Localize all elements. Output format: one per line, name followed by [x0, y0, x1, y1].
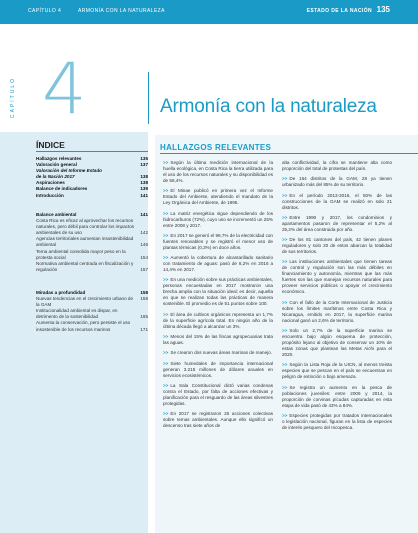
arrow-icon: >> — [163, 188, 169, 194]
page-number: 135 — [376, 5, 390, 14]
index-heading: ÍNDICE — [36, 140, 65, 150]
highlight-item: >> Solo un 2,7% de la superficie marina se encuentra bajo algún esquema de protección, propósito lejano al objetivo de conservar un 10% de estas zonas que plantean las Metas Aichi para el 2020. — [282, 328, 392, 358]
arrow-icon: >> — [282, 192, 288, 198]
highlight-item: >> Las instituciones ambientales que tienen tareas de control y regulación son las más débiles en financiamiento y autonomía, mientras que las más fuertes son las que manejan recursos naturales para proveer servicios públicos o apoyar el crecimiento económico. — [282, 259, 392, 295]
toc-entry[interactable]: Tema ambiental consolida mayor peso en la protesta social 154 — [36, 248, 148, 260]
page-header — [0, 0, 418, 24]
highlight-item: >> Se crearon dos nuevas áreas marinas de manejo. — [163, 350, 273, 356]
highlight-item: >> En una medición sobre sus prácticas ambientales, personas encuestadas en 2017 mostraron una brecha amplia con la situación ideal; es decir, aquella en que se realizan todas las prácticas de manera sostenible. El promedio es de 51 puntos sobre 100. — [163, 277, 273, 307]
highlight-item: >> En 2017 se registraron 26 acciones colectivas sobre temas ambientales. Aunque ello significó un descenso tras siete años de — [163, 411, 273, 429]
highlight-item: >> Según la Lista Roja de la UICN, al menos treinta especies que se pescan en el país se encuentran en peligro de extinción o bajo amenaza. — [282, 362, 392, 380]
chapter-label: CAPÍTULO 4 — [28, 8, 62, 14]
toc-group-1 — [36, 156, 148, 199]
toc-entry[interactable]: Nuevas tendencias en el crecimiento urbano de la GAM 158 — [36, 296, 148, 308]
toc-entry[interactable]: Normativa ambiental centrada en fiscalización y regulación 157 — [36, 260, 148, 272]
highlight-item: alta conflictividad, la cifra se mantiene alta como proporción del total de protestas del país. — [282, 160, 392, 171]
highlight-item: >> En 2017 se generó el 99,7% de la electricidad con fuentes renovables y se registró el menor uso de plantas térmicas (0,3%) en doce años. — [163, 232, 273, 250]
toc-group-2 — [36, 212, 148, 273]
highlight-item: >> Especies protegidas por tratados internacionales o legislación nacional, figuran en la lista de especies de interés pesquero del Incopesca. — [282, 412, 392, 430]
arrow-icon: >> — [163, 334, 169, 340]
toc-entry[interactable]: Aumenta la conservación, pero persiste el uso insostenible de los recursos marinos 171 — [36, 320, 148, 332]
arrow-icon: >> — [163, 255, 169, 261]
highlight-item: >> La Sala Constitucional dictó varias condenas contra el Estado, por falta de acciones efectivas y planificación para el resguardo de las áreas silvestres protegidas. — [163, 382, 273, 406]
arrow-icon: >> — [282, 328, 288, 334]
highlights-divider — [160, 153, 418, 154]
highlight-item: >> La matriz energética sigue dependiendo de los hidrocarburos (72%), cuyo uso se incrementó un 25% entre 2008 y 2017. — [163, 210, 273, 228]
arrow-icon: >> — [282, 412, 288, 418]
highlight-item: >> Siete humedales de importancia internacional generan 3.215 millones de dólares anuales en servicios ecosistémicos. — [163, 360, 273, 378]
arrow-icon: >> — [282, 214, 288, 220]
toc-entry[interactable]: Valoración general 137 — [36, 162, 148, 168]
toc-entry[interactable]: Balance ambiental 141 — [36, 212, 148, 217]
toc-entry[interactable]: Aspiraciones 138 — [36, 180, 148, 186]
index-divider — [36, 151, 148, 152]
highlight-item: >> El área de cultivos orgánicos representa un 1,7% de la superficie agrícola total. En ningún año de la última década llegó a alcanzar un 3%. — [163, 311, 273, 329]
highlight-item: >> El Minae publicó en primera vez el Informe Estado del Ambiente, atendiendo el mandato de la Ley Orgánica del Ambiente, de 1995. — [163, 188, 273, 206]
toc-entry[interactable]: Institucionalidad ambiental es dispar, en detrimento de la sostenibilidad 165 — [36, 308, 148, 320]
highlight-item: >> De 164 distritos de la GAM, 28 ya tienen urbanizado más del 85% de su territorio. — [282, 176, 392, 188]
highlight-item: >> Según la última medición internacional de la huella ecológica, en Costa Rica la tierra utilizada para el uso de los recursos naturales y su disponibilidad es de 58,4%. — [163, 160, 273, 183]
toc-entry[interactable]: Agencias territoriales aumentan insostenibilidad ambiental 146 — [36, 236, 148, 248]
report-label: ESTADO DE LA NACIÓN — [306, 8, 372, 14]
highlight-item: >> Entre 1990 y 2017, los condominios y apartamentos pasaron de representar el 5,2% al 25,2% del área construida por año. — [282, 214, 392, 232]
highlight-item: >> De los 81 cantones del país, 42 tienen planes reguladores y solo 20 de estos abarcan la totalidad de sus territorios. — [282, 237, 392, 255]
chapter-number: 4 — [42, 48, 87, 130]
highlights-column-1 — [163, 160, 273, 434]
toc-entry[interactable]: Valoración del Informe Estado — [36, 168, 102, 174]
arrow-icon: >> — [163, 210, 169, 216]
arrow-icon: >> — [282, 299, 288, 305]
arrow-icon: >> — [163, 160, 169, 165]
toc-entry[interactable]: Balance de indicadores 139 — [36, 186, 148, 192]
arrow-icon: >> — [163, 311, 169, 317]
arrow-icon: >> — [282, 384, 288, 390]
chapter-word: CAPÍTULO — [10, 76, 16, 118]
arrow-icon: >> — [282, 237, 288, 243]
arrow-icon: >> — [282, 259, 288, 265]
toc-entry[interactable]: Hallazgos relevantes 135 — [36, 156, 148, 161]
toc-entry[interactable]: Costa Rica es eficaz al aprovechar los recursos naturales, pero débil para controlar los impactos ambientales de su uso 142 — [36, 218, 148, 236]
highlight-item: >> Se registra un aumento en la pesca de poblaciones juveniles: entre 2006 y 2014, la proporción de corvinas pícudas capturadas en esta etapa de vida pasó de 43% a 84%. — [282, 384, 392, 408]
arrow-icon: >> — [282, 362, 288, 368]
toc-entry[interactable]: de la Nación 2017 138 — [36, 174, 148, 180]
highlight-item: >> En el período 2013-2016, el 50% de las construcciones de la GAM se realizó en solo 21 distritos. — [282, 192, 392, 210]
highlights-heading: HALLAZGOS RELEVANTES — [160, 143, 272, 152]
arrow-icon: >> — [163, 382, 169, 388]
arrow-icon: >> — [163, 411, 169, 417]
highlight-item: >> Con el fallo de la Corte Internacional de Justicia sobre los límites marítimos entre Costa Rica y Nicaragua, emitido en 2017, la superficie marina nacional ganó un 2,6% de territorio. — [282, 299, 392, 323]
title-divider — [148, 72, 149, 124]
highlight-item: >> Menos del 15% de las fincas agropecuarias trata las aguas. — [163, 334, 273, 346]
toc-entry[interactable]: Introducción 141 — [36, 192, 148, 198]
highlights-column-2 — [282, 160, 392, 435]
arrow-icon: >> — [163, 277, 169, 283]
arrow-icon: >> — [163, 232, 169, 238]
arrow-icon: >> — [163, 360, 169, 366]
chapter-name: ARMONÍA CON LA NATURALEZA — [78, 8, 165, 14]
chapter-title: Armonía con la naturaleza — [160, 96, 377, 117]
toc-entry[interactable]: Miradas a profundidad 158 — [36, 290, 148, 295]
toc-group-3 — [36, 290, 148, 333]
highlight-item: >> Aumentó la cobertura de alcantarillado sanitario con tratamiento de aguas: pasó de 8,2% en 2016 a 14,4% en 2017. — [163, 255, 273, 273]
arrow-icon: >> — [282, 176, 288, 182]
arrow-icon: >> — [163, 350, 169, 356]
